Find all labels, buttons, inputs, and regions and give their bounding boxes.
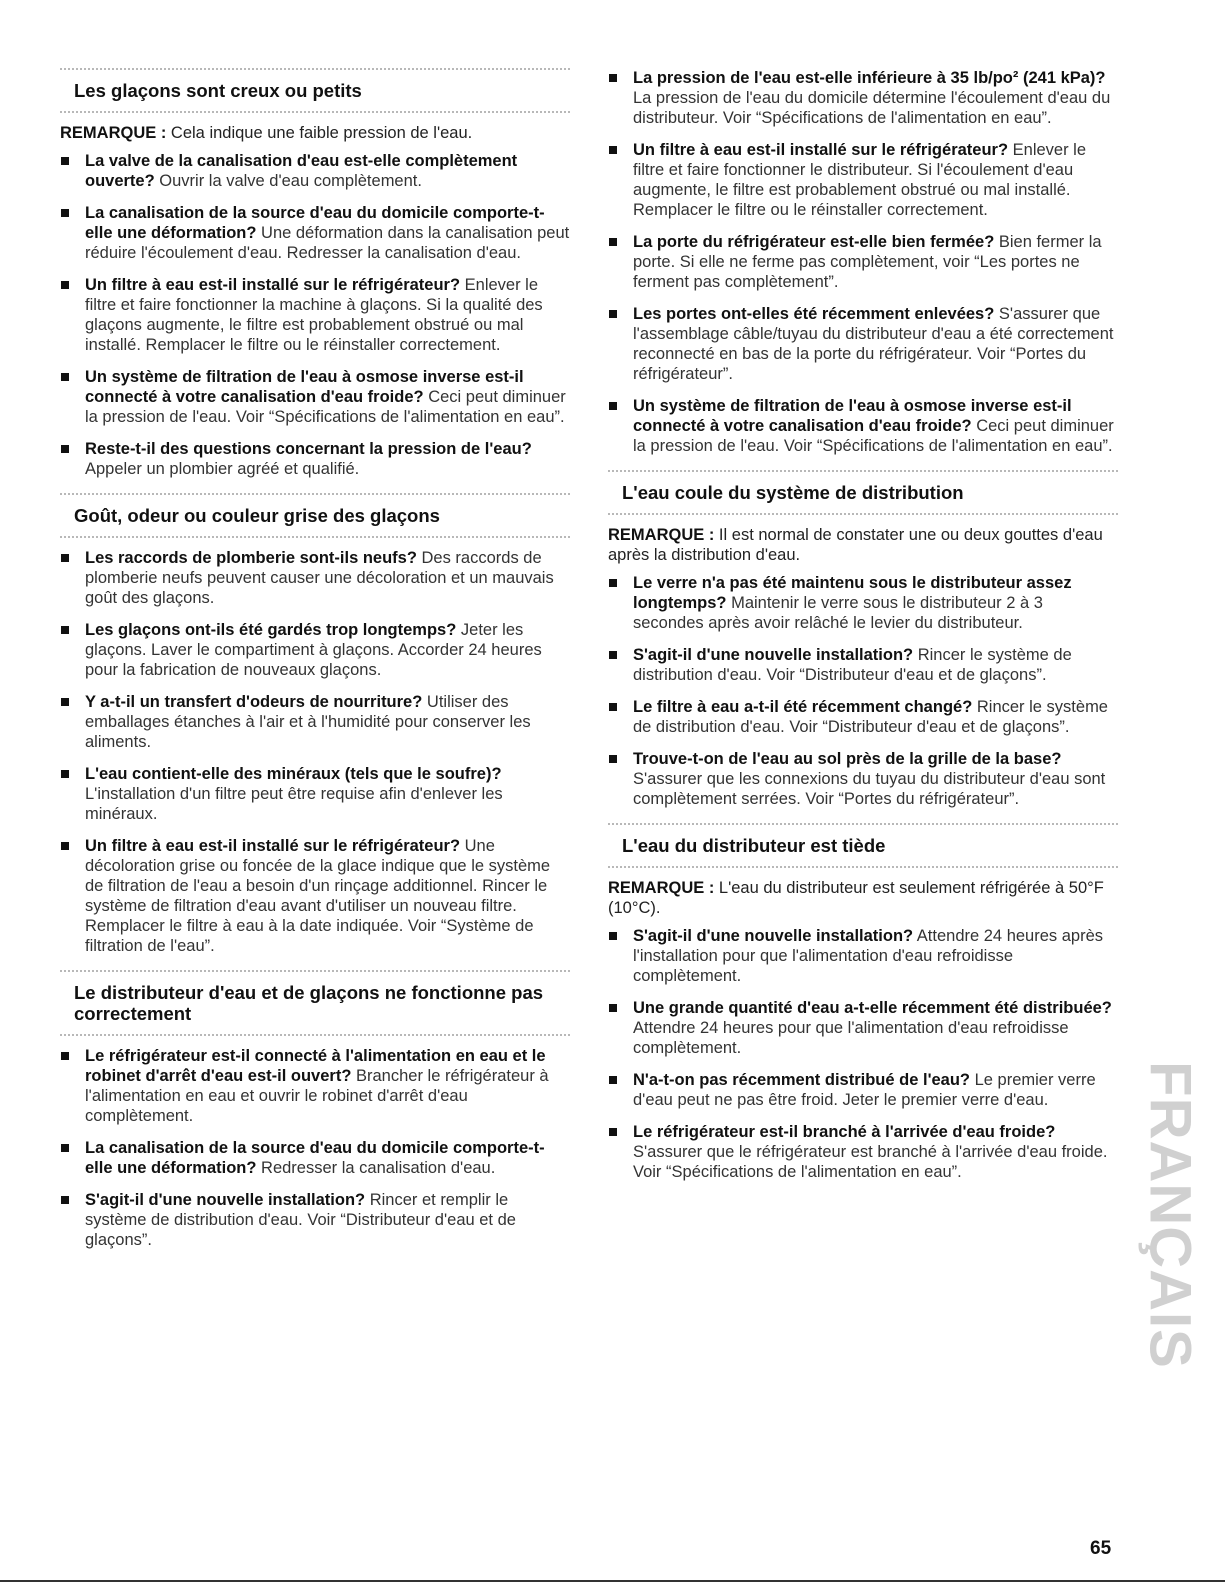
item-question: La pression de l'eau est-elle inférieure à 35 lb/po² (241 kPa)?	[633, 69, 1106, 87]
item-answer: Ceci peut diminuer la pression de l'eau. Voir “Spécifications de l'alimentation en eau”.	[633, 417, 1114, 455]
item-answer: Brancher le réfrigérateur à l'alimentation en eau et ouvrir le robinet d'arrêt d'eau complètement.	[85, 1067, 549, 1125]
list-item	[608, 396, 1118, 456]
right-column	[608, 68, 1118, 1196]
item-list	[608, 68, 1118, 456]
language-side-tab	[1137, 1061, 1203, 1369]
section-glacons-creux	[60, 68, 570, 479]
list-item	[608, 645, 1118, 685]
item-question: S'agit-il d'une nouvelle installation?	[85, 1191, 366, 1209]
bullet-icon	[609, 74, 617, 82]
bullet-icon	[609, 703, 617, 711]
note	[608, 878, 1118, 918]
list-item	[608, 926, 1118, 986]
list-item	[608, 140, 1118, 220]
item-question: Une grande quantité d'eau a-t-elle récemment été distribuée?	[633, 999, 1112, 1017]
item-question: Un filtre à eau est-il installé sur le réfrigérateur?	[633, 141, 1009, 159]
bullet-icon	[609, 1004, 617, 1012]
item-answer: La pression de l'eau du domicile détermine l'écoulement d'eau du distributeur. Voir “Spécifications de l'alimentation en eau”.	[633, 89, 1111, 127]
list-item	[60, 1046, 570, 1126]
bullet-icon	[609, 932, 617, 940]
item-question: Le réfrigérateur est-il branché à l'arrivée d'eau froide?	[633, 1123, 1056, 1141]
item-question: S'agit-il d'une nouvelle installation?	[633, 646, 914, 664]
item-question: Reste-t-il des questions concernant la pression de l'eau?	[85, 440, 532, 458]
item-list	[608, 573, 1118, 809]
item-answer: Utiliser des emballages étanches à l'air et à l'humidité pour conserver les aliments.	[85, 693, 531, 751]
item-answer: Enlever le filtre et faire fonctionner le distributeur. Si l'écoulement d'eau augmente, le filtre est probablement obstrué ou mal installé. Remplacer le filtre ou le réinstaller correctement.	[633, 141, 1087, 219]
item-answer: Maintenir le verre sous le distributeur 2 à 3 secondes après avoir relâché le levier du distributeur.	[633, 594, 1043, 632]
item-answer: Le premier verre d'eau peut ne pas être froid. Jeter le premier verre d'eau.	[633, 1071, 1096, 1109]
item-list	[608, 926, 1118, 1182]
item-question: La valve de la canalisation d'eau est-elle complètement ouverte?	[85, 152, 518, 190]
item-answer: Jeter les glaçons. Laver le compartiment à glaçons. Accorder 24 heures pour la fabrication de nouveaux glaçons.	[85, 621, 542, 679]
list-item	[60, 692, 570, 752]
bullet-icon	[61, 1144, 69, 1152]
item-question: N'a-t-on pas récemment distribué de l'eau?	[633, 1071, 971, 1089]
bullet-icon	[61, 373, 69, 381]
item-answer: S'assurer que les connexions du tuyau du distributeur d'eau sont complètement serrées. Voir “Portes du réfrigérateur”.	[633, 770, 1106, 808]
list-item	[608, 697, 1118, 737]
item-list	[60, 151, 570, 479]
item-question: Les portes ont-elles été récemment enlevées?	[633, 305, 995, 323]
item-answer: Attendre 24 heures après l'installation pour que l'alimentation d'eau refroidisse complètement.	[633, 927, 1104, 985]
item-question: L'eau contient-elle des minéraux (tels que le soufre)?	[85, 765, 502, 783]
item-answer: Ceci peut diminuer la pression de l'eau. Voir “Spécifications de l'alimentation en eau”.	[85, 388, 566, 426]
list-item	[60, 203, 570, 263]
item-answer: Rincer le système de distribution d'eau. Voir “Distributeur d'eau et de glaçons”.	[633, 698, 1108, 736]
list-item	[60, 439, 570, 479]
list-item	[60, 151, 570, 191]
item-answer: Des raccords de plomberie neufs peuvent causer une décoloration et un mauvais goût des glaçons.	[85, 549, 554, 607]
item-question: La porte du réfrigérateur est-elle bien fermée?	[633, 233, 995, 251]
bullet-icon	[61, 626, 69, 634]
item-question: Un filtre à eau est-il installé sur le réfrigérateur?	[85, 837, 461, 855]
item-answer: Attendre 24 heures pour que l'alimentation d'eau refroidisse complètement.	[633, 1019, 1069, 1057]
item-answer: Rincer et remplir le système de distribution d'eau. Voir “Distributeur d'eau et de glaçons”.	[85, 1191, 516, 1249]
note-text: Il est normal de constater une ou deux gouttes d'eau après la distribution d'eau.	[608, 526, 1103, 564]
item-question: S'agit-il d'une nouvelle installation?	[633, 927, 914, 945]
section-gout-odeur	[60, 493, 570, 956]
item-answer: Ouvrir la valve d'eau complètement.	[154, 172, 422, 190]
note-text: Cela indique une faible pression de l'eau.	[166, 124, 473, 142]
item-question: Le réfrigérateur est-il connecté à l'alimentation en eau et le robinet d'arrêt d'eau est-il ouvert?	[85, 1047, 546, 1085]
bullet-icon	[609, 1128, 617, 1136]
note-label: REMARQUE :	[608, 526, 715, 544]
item-answer: L'installation d'un filtre peut être requise afin d'enlever les minéraux.	[85, 785, 503, 823]
item-list	[60, 548, 570, 956]
bullet-icon	[61, 209, 69, 217]
list-item	[60, 836, 570, 956]
section-title: Goût, odeur ou couleur grise des glaçons	[60, 493, 570, 538]
section-title: L'eau du distributeur est tiède	[608, 823, 1118, 868]
item-question: Trouve-t-on de l'eau au sol près de la grille de la base?	[633, 750, 1062, 768]
section-title: Le distributeur d'eau et de glaçons ne fonctionne pas correctement	[60, 970, 570, 1036]
item-question: Y a-t-il un transfert d'odeurs de nourriture?	[85, 693, 423, 711]
list-item	[60, 275, 570, 355]
item-answer: Appeler un plombier agréé et qualifié.	[85, 460, 360, 478]
bullet-icon	[609, 579, 617, 587]
list-item	[60, 1138, 570, 1178]
list-item	[60, 1190, 570, 1250]
bullet-icon	[61, 554, 69, 562]
item-question: Les raccords de plomberie sont-ils neufs?	[85, 549, 417, 567]
item-answer: Une déformation dans la canalisation peut réduire l'écoulement d'eau. Redresser la canalisation d'eau.	[85, 224, 570, 262]
bullet-icon	[609, 402, 617, 410]
section-eau-tiede	[608, 823, 1118, 1182]
section-distributeur	[60, 970, 570, 1250]
item-answer: Enlever le filtre et faire fonctionner la machine à glaçons. Si la qualité des glaçons augmente, le filtre est probablement obstrué ou mal installé. Remplacer le filtre ou le réinstaller correctement.	[85, 276, 543, 354]
item-question: La canalisation de la source d'eau du domicile comporte-t-elle une déformation?	[85, 1139, 545, 1177]
list-item	[608, 998, 1118, 1058]
list-item	[608, 1070, 1118, 1110]
item-question: La canalisation de la source d'eau du domicile comporte-t-elle une déformation?	[85, 204, 545, 242]
item-question: Un système de filtration de l'eau à osmose inverse est-il connecté à votre canalisation d'eau froide?	[633, 397, 1072, 435]
bullet-icon	[61, 1052, 69, 1060]
list-item	[608, 573, 1118, 633]
list-item	[608, 232, 1118, 292]
list-item	[60, 764, 570, 824]
item-question: Le verre n'a pas été maintenu sous le distributeur assez longtemps?	[633, 574, 1072, 612]
section-eau-coule	[608, 470, 1118, 809]
list-item	[60, 620, 570, 680]
bullet-icon	[609, 146, 617, 154]
list-item	[608, 749, 1118, 809]
item-answer: Redresser la canalisation d'eau.	[256, 1159, 496, 1177]
list-item	[608, 1122, 1118, 1182]
item-answer: Bien fermer la porte. Si elle ne ferme pas complètement, voir “Les portes ne ferment pas complètement”.	[633, 233, 1102, 291]
bullet-icon	[61, 698, 69, 706]
list-item	[608, 68, 1118, 128]
bullet-icon	[61, 842, 69, 850]
bottom-divider	[0, 1580, 1225, 1582]
bullet-icon	[609, 238, 617, 246]
page-number: 65	[1090, 1538, 1112, 1559]
note	[608, 525, 1118, 565]
bullet-icon	[61, 1196, 69, 1204]
list-item	[60, 548, 570, 608]
item-answer: S'assurer que l'assemblage câble/tuyau du distributeur d'eau a été correctement reconnecté en bas de la porte du réfrigérateur. Voir “Portes du réfrigérateur”.	[633, 305, 1114, 383]
section-title: Les glaçons sont creux ou petits	[60, 68, 570, 113]
left-column	[60, 68, 570, 1264]
bullet-icon	[609, 755, 617, 763]
item-question: Un système de filtration de l'eau à osmose inverse est-il connecté à votre canalisation d'eau froide?	[85, 368, 524, 406]
section-title: L'eau coule du système de distribution	[608, 470, 1118, 515]
bullet-icon	[609, 1076, 617, 1084]
bullet-icon	[609, 651, 617, 659]
section-continued	[608, 68, 1118, 456]
item-question: Le filtre à eau a-t-il été récemment changé?	[633, 698, 973, 716]
item-list	[60, 1046, 570, 1250]
item-answer: Une décoloration grise ou foncée de la glace indique que le système de filtration de l'eau a besoin d'un rinçage additionnel. Rincer le système de filtration d'eau avant d'utiliser un nouveau filtre. Remplacer le filtre à eau à la date indiquée. Voir “Système de filtration de l'eau”.	[85, 837, 551, 955]
item-answer: Rincer le système de distribution d'eau. Voir “Distributeur d'eau et de glaçons”.	[633, 646, 1072, 684]
list-item	[608, 304, 1118, 384]
note-text: L'eau du distributeur est seulement réfrigérée à 50°F (10°C).	[608, 879, 1104, 917]
bullet-icon	[61, 445, 69, 453]
bullet-icon	[61, 157, 69, 165]
language-side-tab-label: FRANÇAIS	[1137, 1061, 1203, 1369]
bullet-icon	[61, 281, 69, 289]
bullet-icon	[61, 770, 69, 778]
list-item	[60, 367, 570, 427]
note-label: REMARQUE :	[608, 879, 715, 897]
note	[60, 123, 570, 143]
item-question: Un filtre à eau est-il installé sur le réfrigérateur?	[85, 276, 461, 294]
note-label: REMARQUE :	[60, 124, 167, 142]
item-answer: S'assurer que le réfrigérateur est branché à l'arrivée d'eau froide. Voir “Spécifications de l'alimentation en eau”.	[633, 1143, 1108, 1181]
item-question: Les glaçons ont-ils été gardés trop longtemps?	[85, 621, 457, 639]
bullet-icon	[609, 310, 617, 318]
